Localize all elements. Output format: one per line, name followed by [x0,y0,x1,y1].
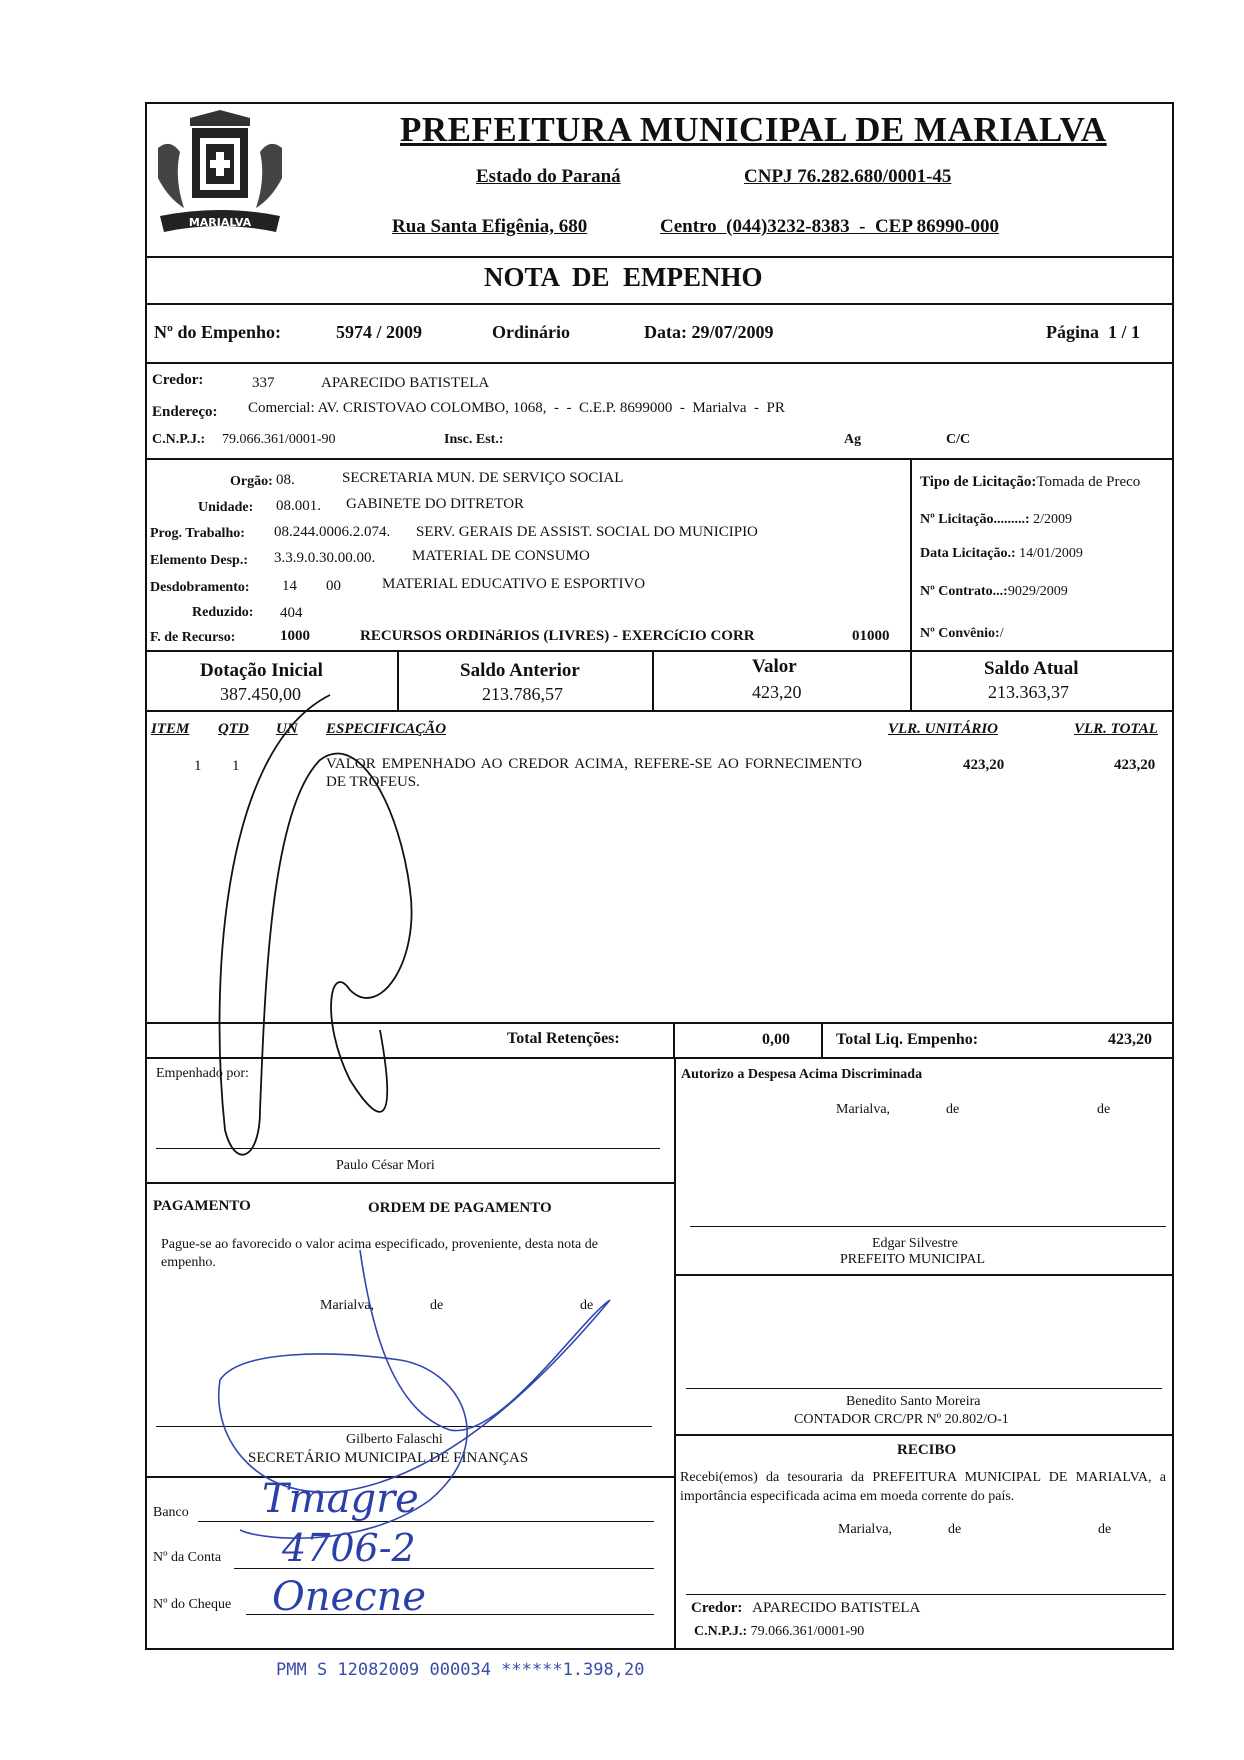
pagamento-place: Marialva, [320,1298,375,1313]
pagamento-de-1: de [430,1298,444,1313]
recibo-de-2: de [1098,1522,1112,1537]
unidade-code: 08.001. [276,498,321,514]
validation-stamp: PMM S 12082009 000034 ******1.398,20 [276,1660,645,1680]
reduzido-label: Reduzido: [192,605,254,620]
fonte-recurso-name: RECURSOS ORDINáRIOS (LIVRES) - EXERCíCIO CORR [360,628,755,644]
banco-handwritten: Tmagre [262,1476,419,1522]
autorizo-de-2: de [1097,1102,1111,1117]
signature-scribble-black [200,690,500,1170]
valor-value: 423,20 [752,682,802,702]
data-licitacao [920,546,1083,562]
row-valor-unitario: 423,20 [963,757,1005,773]
doc-title: NOTA DE EMPENHO [484,262,763,292]
elemento-name: MATERIAL DE CONSUMO [412,548,590,564]
prog-trabalho-name: SERV. GERAIS DE ASSIST. SOCIAL DO MUNICIPIO [416,524,758,540]
unidade-name: GABINETE DO DITRETOR [346,496,525,512]
desdobramento-code1: 14 [282,578,297,594]
autorizo-despesa: Autorizo a Despesa Acima Discriminada [681,1067,923,1082]
elemento-code: 3.3.9.0.30.00.00. [274,550,376,566]
unidade-label: Unidade: [198,500,254,515]
num-contrato-value: 9029/2009 [1007,584,1068,599]
empenho-date: Data: 29/07/2009 [644,322,774,342]
svg-text:MARIALVA: MARIALVA [188,216,252,229]
num-convenio [920,626,1004,642]
contador-title: CONTADOR CRC/PR Nº 20.802/O-1 [794,1412,1009,1427]
prefeito-name: Edgar Silvestre [872,1236,958,1251]
total-retencoes-label: Total Retenções: [507,1030,620,1047]
recibo-credor-name: APARECIDO BATISTELA [752,1600,921,1616]
header-state: Estado do Paraná [476,166,621,187]
fonte-recurso-label: F. de Recurso: [150,630,236,645]
conta-handwritten: 4706-2 [282,1526,416,1570]
total-retencoes-value: 0,00 [762,1031,790,1048]
conta-label: Nº da Conta [153,1550,222,1565]
prefeito-title: PREFEITO MUNICIPAL [840,1252,986,1267]
credor-cnpj: 79.066.361/0001-90 [222,432,336,447]
dotacao-inicial-value: 387.450,00 [220,684,301,704]
col-item: ITEM [151,721,190,737]
recibo-credor-label: Credor: [691,1600,743,1616]
col-qtd: QTD [218,721,249,737]
empenho-number-label: Nº do Empenho: [154,322,281,342]
col-valor-total: VLR. TOTAL [1074,721,1158,737]
desdobramento-name: MATERIAL EDUCATIVO E ESPORTIVO [382,576,646,592]
empenho-type: Ordinário [492,322,571,342]
credor-label: Credor: [152,372,204,388]
cnpj-label: C.N.P.J.: [152,432,206,447]
credor-address: Comercial: AV. CRISTOVAO COLOMBO, 1068, - - C.E.P. 8699000 - Marialva - PR [248,400,785,416]
pagamento-text: Pague-se ao favorecido o valor acima especificado, proveniente, desta nota de empenho. [161,1237,598,1270]
row-especificacao: VALOR EMPENHADO AO CREDOR ACIMA, REFERE-SE AO FORNECIMENTO DE TROFEUS. [326,756,862,790]
col-valor-unitario: VLR. UNITÁRIO [888,721,999,737]
num-convenio-value: / [999,626,1004,641]
municipal-crest [150,108,290,258]
autorizo-de-1: de [946,1102,960,1117]
header-cnpj: CNPJ 76.282.680/0001-45 [744,166,952,187]
recibo-place: Marialva, [838,1522,893,1537]
empenhado-por-label: Empenhado por: [156,1066,249,1081]
prog-trabalho-code: 08.244.0006.2.074. [274,524,391,540]
header-title: PREFEITURA MUNICIPAL DE MARIALVA [400,110,1107,149]
recibo-text: Recebi(emos) da tesouraria da PREFEITURA MUNICIPAL DE MARIALVA, a importância especificada acima em moeda corrente do país. [680,1470,1166,1504]
reduzido-value: 404 [280,605,303,621]
valor-label: Valor [752,656,797,677]
orgao-code: 08. [276,472,295,488]
ag-label: Ag [844,432,862,447]
saldo-atual-label: Saldo Atual [984,658,1079,679]
num-contrato-label: Nº Contrato...: [920,584,1008,599]
total-liq-empenho-label: Total Liq. Empenho: [836,1031,979,1048]
empenho-page: Página 1 / 1 [1046,322,1141,342]
elemento-label: Elemento Desp.: [150,553,248,568]
data-licitacao-value: 14/01/2009 [1019,546,1083,561]
credor-name: APARECIDO BATISTELA [321,375,490,391]
secretario-title: SECRETÁRIO MUNICIPAL DE FINANÇAS [248,1450,529,1466]
row-qtd: 1 [232,758,240,774]
recibo-title: RECIBO [897,1442,957,1458]
empenhado-por-name: Paulo César Mori [336,1158,435,1173]
desdobramento-code2: 00 [326,578,341,594]
total-liq-empenho-value: 423,20 [1108,1031,1152,1048]
signature-scribble-blue [200,1240,630,1580]
saldo-atual-value: 213.363,37 [988,682,1069,702]
fonte-recurso-code: 1000 [280,628,310,644]
pagamento-de-2: de [580,1298,594,1313]
col-un: UN [276,721,298,737]
recibo-cnpj [694,1624,864,1640]
banco-label: Banco [153,1505,189,1520]
tipo-licitacao-label: Tipo de Licitação: [920,474,1037,490]
empenho-number: 5974 / 2009 [336,322,423,342]
prog-trabalho-label: Prog. Trabalho: [150,526,245,541]
fonte-recurso-num: 01000 [852,628,890,644]
num-contrato [920,584,1068,600]
num-convenio-label: Nº Convênio: [920,626,1000,641]
row-valor-total: 423,20 [1114,757,1156,773]
tipo-licitacao [920,474,1140,491]
ordem-pagamento-label: ORDEM DE PAGAMENTO [368,1200,552,1216]
num-licitacao-value: 2/2009 [1033,512,1072,527]
saldo-anterior-value: 213.786,57 [482,684,563,704]
secretario-name: Gilberto Falaschi [346,1432,443,1447]
contador-name: Benedito Santo Moreira [846,1394,981,1409]
dotacao-inicial-label: Dotação Inicial [200,660,323,681]
credor-code: 337 [252,375,275,391]
orgao-label: Orgão: [230,474,273,489]
row-item: 1 [194,758,202,774]
cheque-label: Nº do Cheque [153,1597,232,1612]
recibo-cnpj-value: 79.066.361/0001-90 [750,1624,865,1639]
autorizo-place: Marialva, [836,1102,891,1117]
saldo-anterior-label: Saldo Anterior [460,660,580,681]
recibo-credor [691,1600,920,1617]
col-especificacao: ESPECIFICAÇÃO [326,721,447,737]
insc-est-label: Insc. Est.: [444,432,504,447]
tipo-licitacao-value: Tomada de Preco [1036,474,1141,490]
pagamento-label: PAGAMENTO [153,1198,251,1214]
desdobramento-label: Desdobramento: [150,580,250,595]
recibo-cnpj-label: C.N.P.J.: [694,1624,748,1639]
data-licitacao-label: Data Licitação.: [920,546,1016,561]
num-licitacao [920,512,1072,528]
num-licitacao-label: Nº Licitação.........: [920,512,1030,527]
recibo-de-1: de [948,1522,962,1537]
cheque-handwritten: Onecne [272,1574,427,1620]
orgao-name: SECRETARIA MUN. DE SERVIÇO SOCIAL [342,470,624,486]
header-contact: Centro (044)3232-8383 - CEP 86990-000 [660,216,999,237]
endereco-label: Endereço: [152,404,218,420]
header-address: Rua Santa Efigênia, 680 [392,216,588,237]
cc-label: C/C [946,432,971,447]
